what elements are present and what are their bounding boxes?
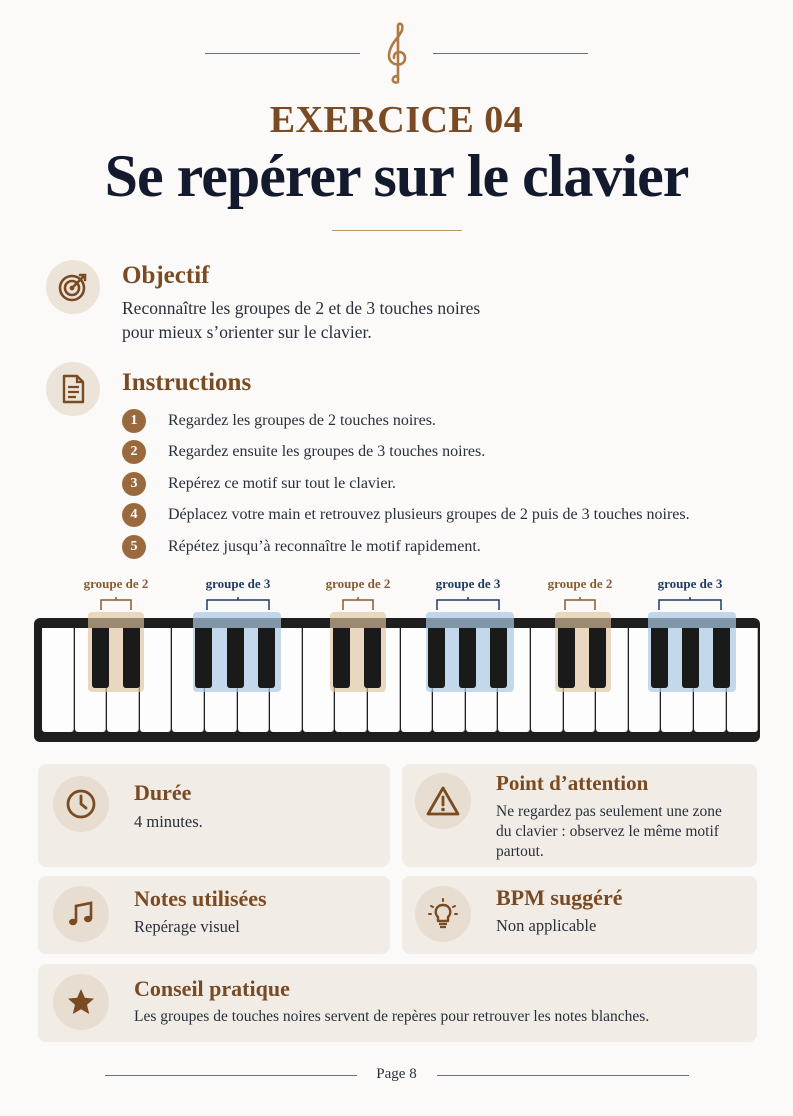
black-key	[195, 628, 212, 688]
notes-title: Notes utilisées	[134, 886, 267, 911]
black-key	[364, 628, 381, 688]
notes-text: Repérage visuel	[134, 917, 240, 936]
treble-clef-icon	[383, 20, 411, 86]
black-key	[490, 628, 507, 688]
duration-text: 4 minutes.	[134, 812, 203, 831]
objective-text-line1: Reconnaître les groupes de 2 et de 3 touches noires	[122, 298, 481, 318]
step-number: 2	[122, 440, 146, 464]
white-key	[42, 628, 74, 732]
instructions-title: Instructions	[122, 369, 252, 396]
step-number: 1	[122, 409, 146, 433]
music-note-icon	[65, 898, 97, 930]
group-label: groupe de 2	[83, 576, 149, 591]
step-text: Déplacez votre main et retrouvez plusieurs groupes de 2 puis de 3 touches noires.	[168, 506, 690, 524]
duration-icon-badge	[53, 776, 109, 832]
group-bracket	[657, 597, 723, 611]
black-key	[459, 628, 476, 688]
bpm-text: Non applicable	[496, 916, 597, 935]
tip-icon-badge	[53, 974, 109, 1030]
group-bracket	[563, 597, 597, 611]
group-bracket	[435, 597, 501, 611]
black-key	[123, 628, 140, 688]
objective-text-line2: pour mieux s’orienter sur le clavier.	[122, 322, 372, 342]
attention-icon-badge	[415, 773, 471, 829]
step-number: 4	[122, 503, 146, 527]
step-text: Regardez ensuite les groupes de 3 touches noires.	[168, 443, 486, 461]
group-bracket	[341, 597, 375, 611]
black-key	[333, 628, 350, 688]
step-number: 3	[122, 472, 146, 496]
notes-icon-badge	[53, 886, 109, 942]
header-rule-left	[205, 53, 360, 54]
tip-title: Conseil pratique	[134, 976, 290, 1001]
group-bracket	[99, 597, 133, 611]
white-key	[140, 628, 172, 732]
black-key	[713, 628, 730, 688]
instruction-step	[122, 531, 782, 563]
star-icon	[66, 987, 96, 1017]
instruction-step	[122, 437, 782, 469]
page-number: Page 8	[376, 1066, 417, 1082]
black-key	[227, 628, 244, 688]
group-label: groupe de 2	[547, 576, 613, 591]
exercise-number: EXERCICE 04	[269, 99, 524, 141]
step-text: Repérez ce motif sur tout le clavier.	[168, 474, 396, 492]
document-icon	[58, 373, 88, 405]
bpm-title: BPM suggéré	[496, 885, 623, 910]
instructions-list	[122, 405, 782, 563]
attention-line1: Ne regardez pas seulement une zone	[496, 803, 722, 820]
attention-title: Point d’attention	[496, 771, 649, 795]
warning-icon	[425, 784, 461, 818]
step-number: 5	[122, 535, 146, 559]
group-label: groupe de 2	[325, 576, 391, 591]
duration-title: Durée	[134, 780, 192, 805]
instruction-step	[122, 500, 782, 532]
page-title: Se repérer sur le clavier	[104, 143, 689, 209]
bpm-icon-badge	[415, 886, 471, 942]
lightbulb-icon	[426, 897, 460, 931]
group-label: groupe de 3	[657, 576, 723, 591]
group-label: groupe de 3	[435, 576, 501, 591]
black-key	[682, 628, 699, 688]
instructions-icon-badge	[46, 362, 100, 416]
instruction-step	[122, 468, 782, 500]
black-key	[651, 628, 668, 688]
step-text: Répétez jusqu’à reconnaître le motif rapidement.	[168, 537, 481, 555]
objective-title: Objectif	[122, 262, 210, 289]
black-key	[558, 628, 575, 688]
objective-icon-badge	[46, 260, 100, 314]
tip-text: Les groupes de touches noires servent de repères pour retrouver les notes blanches.	[134, 1008, 650, 1025]
black-key	[589, 628, 606, 688]
group-bracket	[205, 597, 271, 611]
black-key	[258, 628, 275, 688]
attention-line3: partout.	[496, 843, 544, 860]
title-underline	[332, 230, 462, 231]
header-rule-right	[433, 53, 588, 54]
black-key	[428, 628, 445, 688]
attention-line2: du clavier : observez le même motif	[496, 823, 719, 840]
step-text: Regardez les groupes de 2 touches noires.	[168, 411, 436, 429]
target-icon	[56, 270, 90, 304]
group-label: groupe de 3	[205, 576, 271, 591]
clock-icon	[64, 787, 98, 821]
black-key	[92, 628, 109, 688]
instruction-step	[122, 405, 782, 437]
